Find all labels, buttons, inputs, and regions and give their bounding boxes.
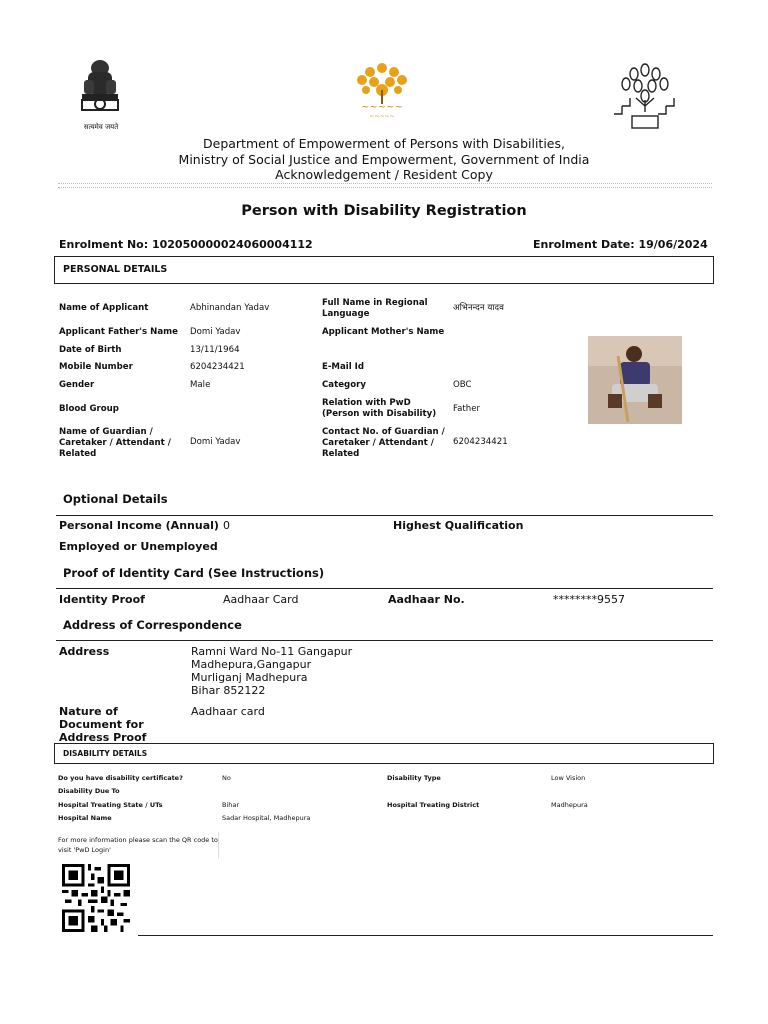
relation-value: Father <box>453 404 481 414</box>
disability-due-label: Disability Due To <box>58 787 120 795</box>
certificate-value: No <box>222 774 231 782</box>
header-divider-2 <box>58 187 712 188</box>
department-line: Department of Empowerment of Persons with Disabilities, <box>203 136 565 151</box>
address-label: Address <box>59 645 110 658</box>
bihar-emblem-icon <box>612 60 678 132</box>
enrolment-number <box>59 238 313 251</box>
address-heading: Address of Correspondence <box>63 618 242 632</box>
identity-proof-value: Aadhaar Card <box>223 593 299 606</box>
income-value: 0 <box>223 519 230 532</box>
emblem-caption: सत्यमेव जयते <box>83 123 119 131</box>
department-logo-icon <box>344 60 420 120</box>
father-name-label: Applicant Father's Name <box>59 327 178 337</box>
ministry-line: Ministry of Social Justice and Empowerment, Government of India <box>178 152 590 167</box>
applicant-name-value: Abhinandan Yadav <box>190 303 270 313</box>
dob-label: Date of Birth <box>59 345 122 355</box>
copy-type-line: Acknowledgement / Resident Copy <box>275 167 493 182</box>
mobile-label: Mobile Number <box>59 362 133 372</box>
aadhaar-value: ********9557 <box>553 593 625 606</box>
hospital-district-value: Madhepura <box>551 801 588 809</box>
enrolment-number-label: Enrolment No: <box>59 238 149 251</box>
enrolment-date-value: 19/06/2024 <box>638 238 708 251</box>
address-line-3: Murliganj Madhepura <box>191 671 308 684</box>
disability-details-heading: DISABILITY DETAILS <box>54 743 714 764</box>
optional-divider <box>56 515 713 516</box>
enrolment-number-value: 102050000024060004112 <box>151 238 313 251</box>
gender-label: Gender <box>59 380 95 390</box>
certificate-label: Do you have disability certificate? <box>58 774 183 782</box>
identity-divider <box>56 588 713 589</box>
hospital-state-label: Hospital Treating State / UTs <box>58 801 163 809</box>
hospital-name-label: Hospital Name <box>58 814 112 822</box>
address-proof-value: Aadhaar card <box>191 705 265 718</box>
applicant-photo <box>588 336 682 424</box>
regional-name-label: Full Name in Regional Language <box>322 298 428 319</box>
aadhaar-label: Aadhaar No. <box>388 593 465 606</box>
gender-value: Male <box>190 380 211 390</box>
regional-name-value: अभिनन्दन यादव <box>453 303 504 313</box>
optional-details-heading: Optional Details <box>63 492 168 506</box>
applicant-name-label: Name of Applicant <box>59 303 149 313</box>
guardian-contact-value: 6204234421 <box>453 437 508 447</box>
father-name-value: Domi Yadav <box>190 327 241 337</box>
footer-divider <box>138 935 713 936</box>
header-divider <box>58 183 712 184</box>
disability-type-value: Low Vision <box>551 774 586 782</box>
enrolment-date <box>533 238 708 251</box>
dob-value: 13/11/1964 <box>190 345 240 355</box>
hospital-district-label: Hospital Treating District <box>387 801 480 809</box>
qr-note-line-1: For more information please scan the QR code to <box>58 836 218 844</box>
income-label: Personal Income (Annual) <box>59 519 219 532</box>
guardian-contact-label: Contact No. of Guardian / Caretaker / Attendant / Related <box>322 427 445 459</box>
hospital-name-value: Sadar Hospital, Madhepura <box>222 814 311 822</box>
blood-group-label: Blood Group <box>59 404 119 414</box>
category-value: OBC <box>453 380 472 390</box>
identity-proof-label: Identity Proof <box>59 593 145 606</box>
address-line-1: Ramni Ward No-11 Gangapur <box>191 645 353 658</box>
category-label: Category <box>322 380 366 390</box>
address-line-4: Bihar 852122 <box>191 684 266 697</box>
page-title: Person with Disability Registration <box>241 203 527 219</box>
svg-text:~~~~~: ~~~~~ <box>361 102 403 113</box>
relation-label: Relation with PwD (Person with Disability) <box>322 398 437 419</box>
mother-name-label: Applicant Mother's Name <box>322 327 445 337</box>
guardian-value: Domi Yadav <box>190 437 241 447</box>
mobile-value: 6204234421 <box>190 362 245 372</box>
qr-note-divider <box>218 832 219 858</box>
address-line-2: Madhepura,Gangapur <box>191 658 312 671</box>
svg-text:~~~~~: ~~~~~ <box>369 113 395 120</box>
personal-details-heading: PERSONAL DETAILS <box>54 256 714 284</box>
email-label: E-Mail Id <box>322 362 365 372</box>
qualification-label: Highest Qualification <box>393 519 524 532</box>
address-divider <box>56 640 713 641</box>
enrolment-date-label: Enrolment Date: <box>533 238 635 251</box>
disability-type-label: Disability Type <box>387 774 441 782</box>
employment-label: Employed or Unemployed <box>59 540 218 553</box>
identity-heading: Proof of Identity Card (See Instructions) <box>63 566 325 580</box>
qr-note-line-2: visit 'PwD Login' <box>58 846 111 854</box>
address-proof-label: Nature of Document for Address Proof <box>59 705 147 744</box>
guardian-label: Name of Guardian / Caretaker / Attendant / Related <box>59 427 171 459</box>
hospital-state-value: Bihar <box>222 801 240 809</box>
qr-code-icon[interactable] <box>62 864 130 932</box>
